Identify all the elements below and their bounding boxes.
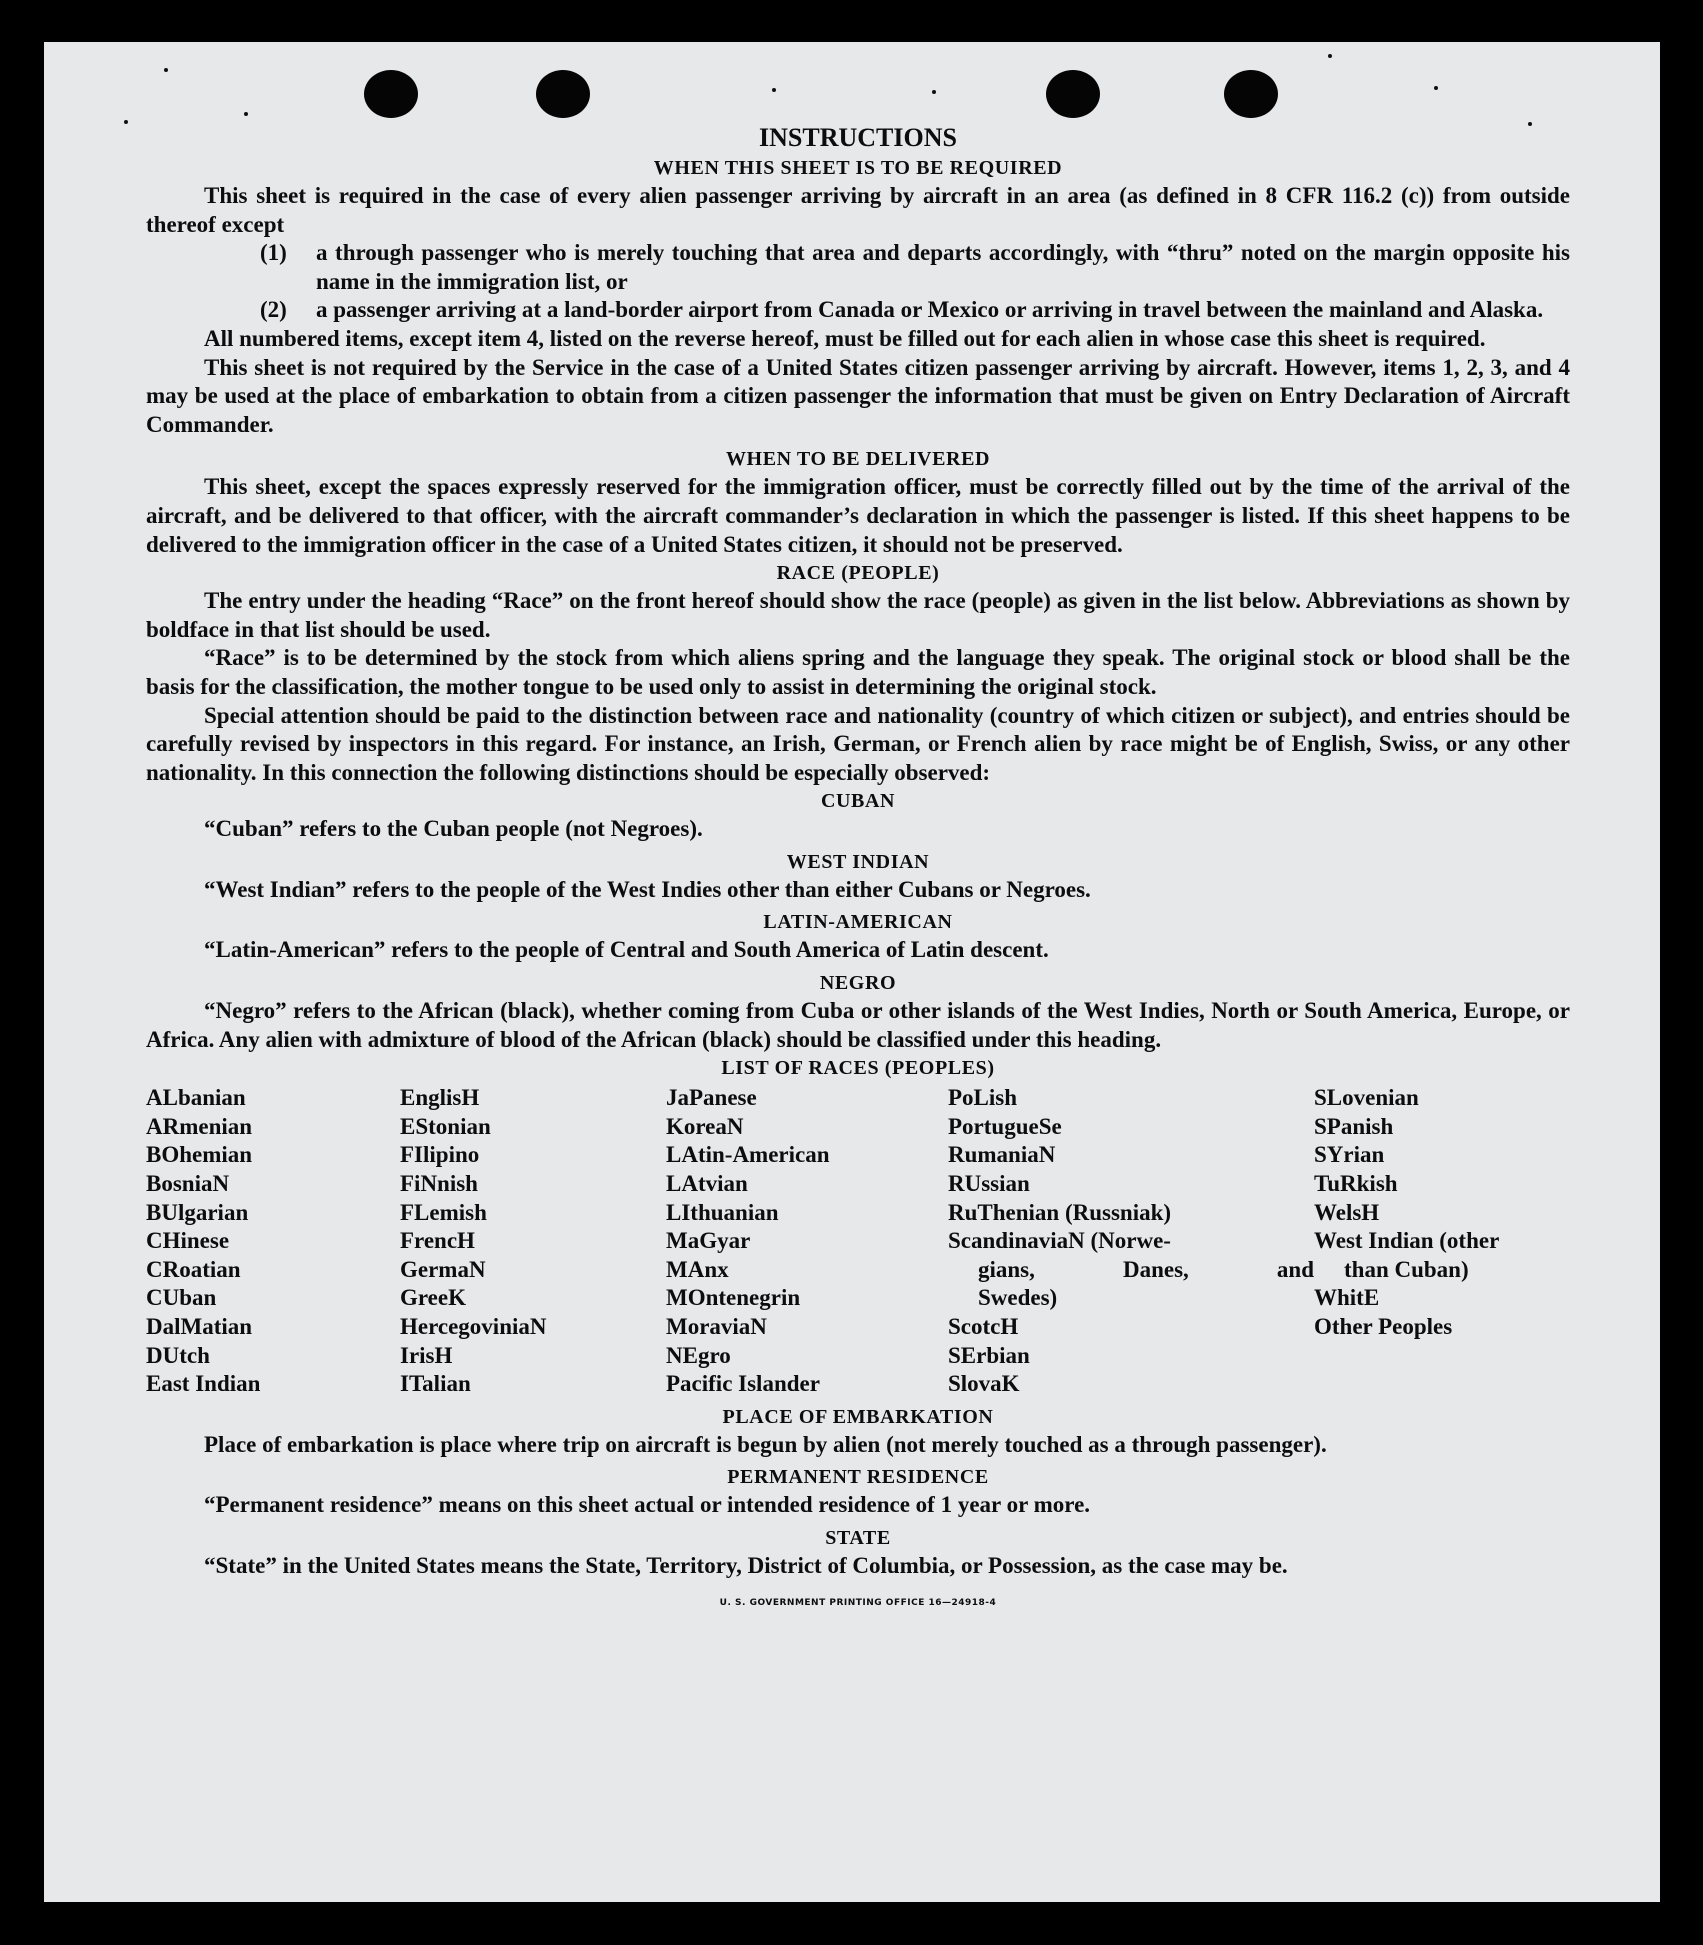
numbered-item bbox=[146, 239, 1570, 296]
speck bbox=[1328, 54, 1332, 58]
race-item: HercegoviniaN bbox=[400, 1314, 547, 1339]
paragraph: The entry under the heading “Race” on the front hereof should show the race (people) as given in the list below. Abbreviations as shown by boldface in that list should be used. bbox=[146, 588, 1570, 642]
race-item: SLovenian bbox=[1314, 1085, 1419, 1111]
race-item-continued: than Cuban) bbox=[1344, 1256, 1469, 1282]
race-item: FLemish bbox=[400, 1199, 487, 1225]
race-item: CHinese bbox=[146, 1228, 230, 1254]
punch-hole bbox=[536, 70, 590, 118]
speck bbox=[932, 90, 936, 94]
race-column-3 bbox=[666, 1084, 948, 1399]
race-item: GermaN bbox=[400, 1256, 486, 1282]
race-column-4 bbox=[948, 1084, 1314, 1399]
race-item: SErbian bbox=[948, 1342, 1030, 1368]
speck bbox=[124, 120, 128, 124]
paragraph: “Negro” refers to the African (black), whether coming from Cuba or other islands of the West Indies, North or South America, Europe, or Africa. Any alien with admixture of blood of the African (black) should be classified under this heading. bbox=[146, 998, 1570, 1052]
paragraph: “Permanent residence” means on this sheet actual or intended residence of 1 year or more. bbox=[204, 1492, 1091, 1518]
paragraph: This sheet, except the spaces expressly reserved for the immigration officer, must be correctly filled out by the time of the arrival of the aircraft, and be delivered to that officer, with the aircraft commander’s declaration in which the passenger is listed. If this sheet happens to be delivered to the immigration officer in the case of a United States citizen, it should not be preserved. bbox=[146, 474, 1570, 557]
race-item: RUssian bbox=[948, 1171, 1030, 1197]
race-item: JaPanese bbox=[666, 1085, 757, 1111]
race-item: SYrian bbox=[1314, 1142, 1385, 1168]
item-text: a through passenger who is merely touching that area and departs accordingly, with “thru” noted on the margin opposite his name in the immigration list, or bbox=[316, 240, 1570, 294]
race-item: EStonian bbox=[400, 1113, 491, 1139]
race-item: BosniaN bbox=[146, 1171, 230, 1197]
race-item: ITalian bbox=[400, 1371, 471, 1397]
punch-hole bbox=[1046, 70, 1100, 118]
item-text: a passenger arriving at a land-border airport from Canada or Mexico or arriving in travel between the mainland and Alaska. bbox=[316, 297, 1544, 323]
document-sheet bbox=[44, 42, 1660, 1902]
paragraph: “Race” is to be determined by the stock from which aliens spring and the language they speak. The original stock or blood shall be the basis for the classification, the mother tongue to be used only to assist in determining the original stock. bbox=[146, 645, 1570, 699]
race-item: NEgro bbox=[666, 1342, 731, 1368]
paragraph: “Cuban” refers to the Cuban people (not Negroes). bbox=[204, 816, 703, 842]
speck bbox=[244, 112, 248, 116]
race-item: MaGyar bbox=[666, 1228, 751, 1254]
race-item: WhitE bbox=[1314, 1285, 1380, 1311]
heading-permanent-residence: PERMANENT RESIDENCE bbox=[727, 1466, 989, 1489]
race-column-1 bbox=[146, 1084, 400, 1399]
race-item: TuRkish bbox=[1314, 1171, 1398, 1197]
paragraph: All numbered items, except item 4, listed on the reverse hereof, must be filled out for each alien in whose case this sheet is required. bbox=[204, 325, 1486, 351]
speck bbox=[1434, 86, 1438, 90]
heading-latin-american: LATIN-AMERICAN bbox=[763, 911, 953, 934]
race-item: WelsH bbox=[1314, 1199, 1380, 1225]
race-item: ScotcH bbox=[948, 1314, 1019, 1339]
paragraph: “West Indian” refers to the people of the West Indies other than either Cubans or Negroes. bbox=[204, 876, 1091, 902]
paragraph: This sheet is not required by the Service in the case of a United States citizen passenger arriving by aircraft. However, items 1, 2, 3, and 4 may be used at the place of embarkation to obtain from a citizen passenger the information that must be given on Entry Declaration of Aircraft Commander. bbox=[146, 354, 1570, 437]
race-item: GreeK bbox=[400, 1285, 466, 1311]
race-item-continued: Swedes) bbox=[978, 1285, 1058, 1311]
race-item: IrisH bbox=[400, 1342, 453, 1368]
race-item: FiNnish bbox=[400, 1171, 478, 1197]
race-item: LAtin-American bbox=[666, 1142, 830, 1168]
heading-negro: NEGRO bbox=[819, 972, 897, 995]
heading-race: RACE (PEOPLE) bbox=[776, 562, 940, 585]
race-item-continued: gians, Danes, and bbox=[978, 1256, 1314, 1282]
punch-hole bbox=[364, 70, 418, 118]
heading-when-delivered: WHEN TO BE DELIVERED bbox=[725, 448, 991, 471]
race-item: ARmenian bbox=[146, 1113, 253, 1139]
race-item: SPanish bbox=[1314, 1113, 1394, 1139]
heading-list-of-races: LIST OF RACES (PEOPLES) bbox=[721, 1057, 995, 1080]
speck bbox=[164, 68, 168, 72]
race-item: ALbanian bbox=[146, 1085, 246, 1111]
race-item: RuThenian (Russniak) bbox=[948, 1199, 1172, 1225]
speck bbox=[772, 88, 776, 92]
race-item: MoraviaN bbox=[666, 1314, 767, 1339]
race-list bbox=[146, 1084, 1570, 1399]
paragraph: “State” in the United States means the State, Territory, District of Columbia, or Possession, as the case may be. bbox=[204, 1552, 1288, 1578]
race-item: CRoatian bbox=[146, 1256, 241, 1282]
punch-hole bbox=[1224, 70, 1278, 118]
paragraph: “Latin-American” refers to the people of Central and South America of Latin descent. bbox=[204, 937, 1049, 963]
race-item: LIthuanian bbox=[666, 1199, 779, 1225]
race-item: FrencH bbox=[400, 1228, 475, 1254]
race-item: KoreaN bbox=[666, 1113, 744, 1139]
race-item: ScandinaviaN (Norwe- bbox=[948, 1228, 1171, 1254]
paragraph: This sheet is required in the case of every alien passenger arriving by aircraft in an area (as defined in 8 CFR 116.2 (c)) from outside thereof except bbox=[146, 183, 1570, 237]
heading-state: STATE bbox=[825, 1526, 891, 1549]
race-item: PoLish bbox=[948, 1085, 1018, 1111]
heading-west-indian: WEST INDIAN bbox=[786, 850, 930, 873]
race-item: CUban bbox=[146, 1285, 217, 1311]
page-title: INSTRUCTIONS bbox=[759, 123, 957, 152]
heading-cuban: CUBAN bbox=[820, 790, 896, 813]
paragraph: Place of embarkation is place where trip on aircraft is begun by alien (not merely touched as a through passenger). bbox=[204, 1431, 1327, 1457]
race-item: LAtvian bbox=[666, 1171, 748, 1197]
numbered-item bbox=[146, 296, 1570, 325]
item-number: (2) bbox=[260, 297, 287, 323]
race-item: DalMatian bbox=[146, 1314, 253, 1339]
race-column-5 bbox=[1314, 1084, 1570, 1399]
printing-office-footer: U. S. GOVERNMENT PRINTING OFFICE 16—24918-4 bbox=[719, 1597, 997, 1608]
heading-when-required: WHEN THIS SHEET IS TO BE REQUIRED bbox=[653, 157, 1063, 179]
race-item: BOhemian bbox=[146, 1142, 253, 1168]
race-item: Other Peoples bbox=[1314, 1314, 1453, 1339]
race-item: SlovaK bbox=[948, 1371, 1020, 1397]
race-item: MOntenegrin bbox=[666, 1285, 801, 1311]
race-item: DUtch bbox=[146, 1342, 210, 1368]
race-column-2 bbox=[400, 1084, 666, 1399]
race-item: MAnx bbox=[666, 1256, 729, 1282]
race-item: RumaniaN bbox=[948, 1142, 1056, 1168]
item-number: (1) bbox=[260, 240, 287, 266]
race-item: West Indian (other bbox=[1314, 1228, 1500, 1254]
race-item: EnglisH bbox=[400, 1085, 480, 1111]
race-item: BUlgarian bbox=[146, 1199, 249, 1225]
heading-embarkation: PLACE OF EMBARKATION bbox=[722, 1405, 994, 1428]
race-item: Pacific Islander bbox=[666, 1371, 820, 1397]
race-item: FIlipino bbox=[400, 1142, 480, 1168]
race-item: PortugueSe bbox=[948, 1113, 1062, 1139]
instructions-content bbox=[146, 122, 1570, 1617]
race-item: East Indian bbox=[146, 1371, 261, 1397]
paragraph: Special attention should be paid to the distinction between race and nationality (country of which citizen or subject), and entries should be carefully revised by inspectors in this regard. For instance, an Irish, German, or French alien by race might be of English, Swiss, or any other nationality. In this connection the following distinctions should be especially observed: bbox=[146, 702, 1570, 785]
